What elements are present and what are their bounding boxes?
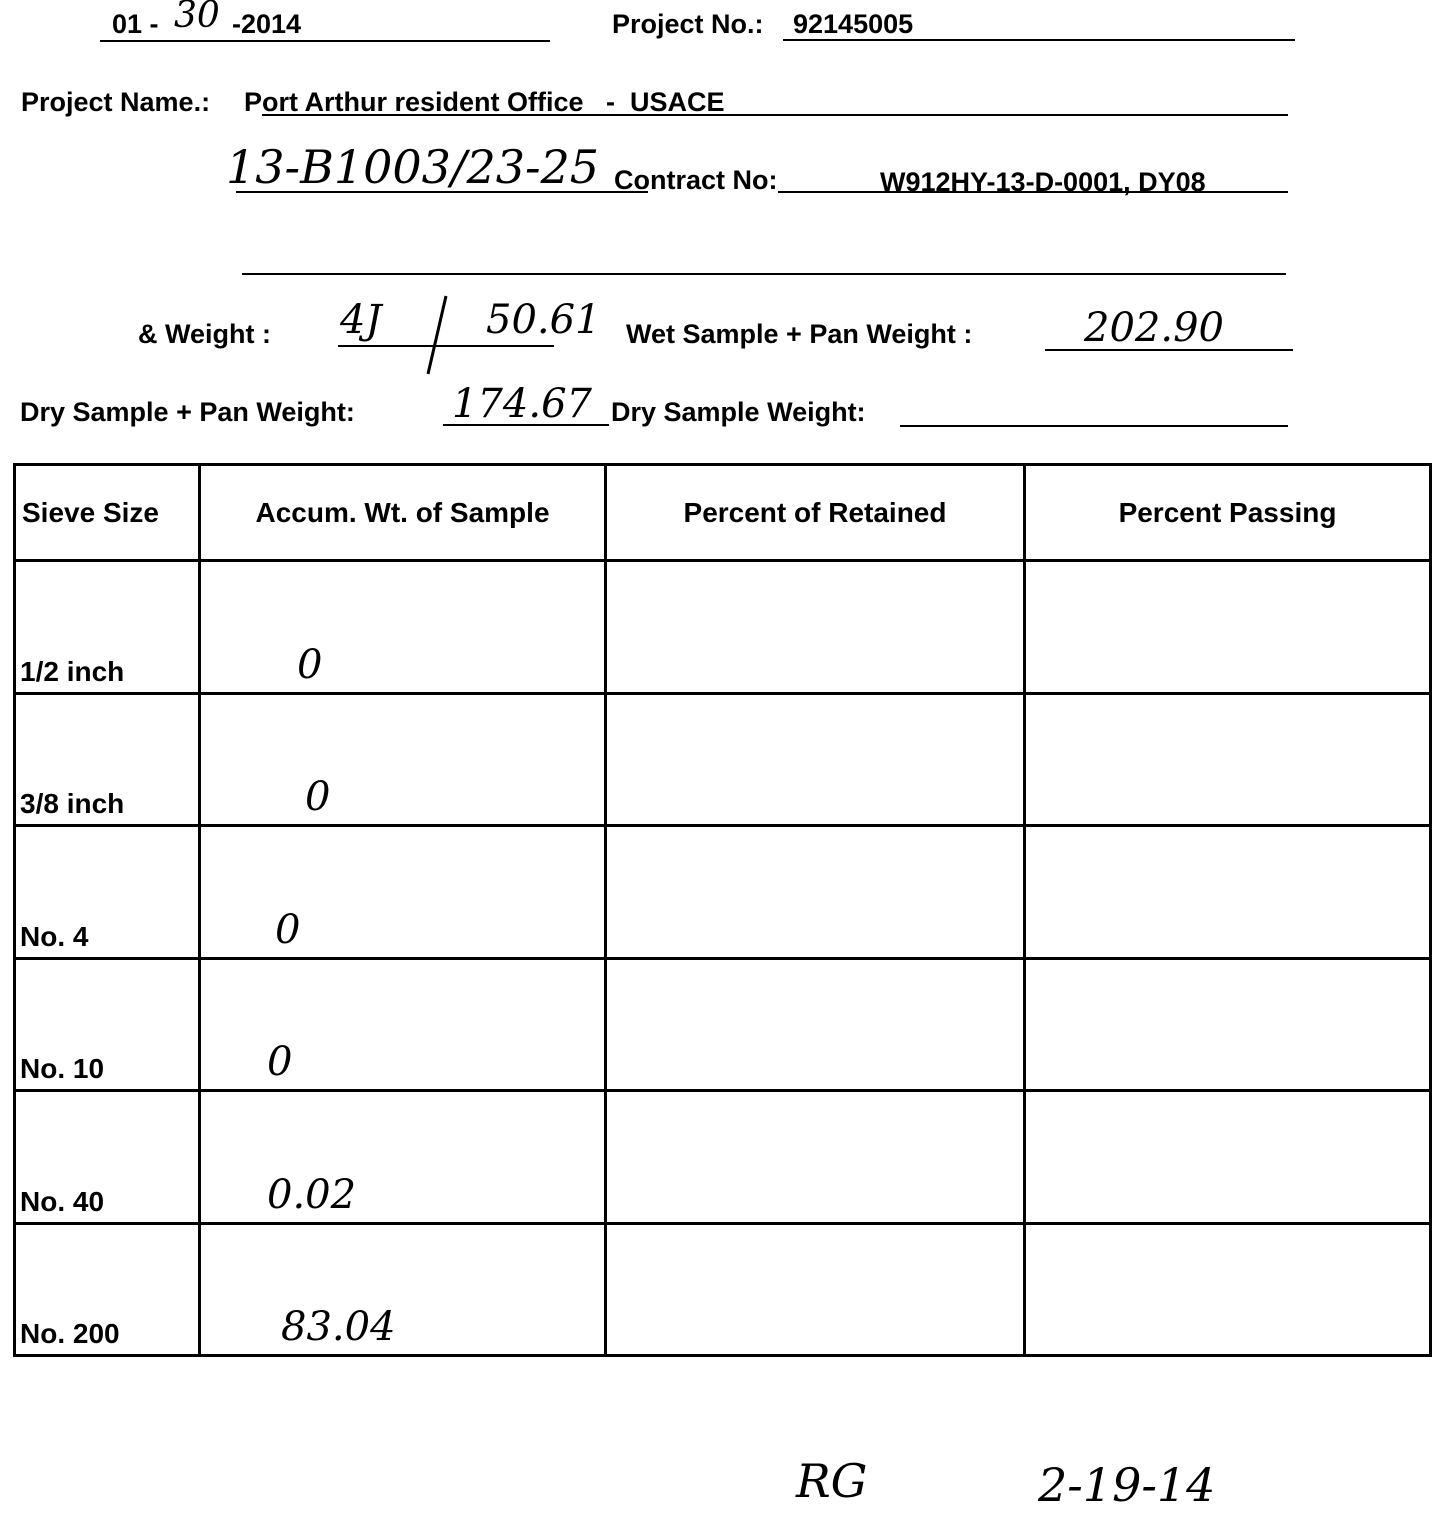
project-no-value: 92145005 [793, 9, 914, 39]
percent-passing-cell [1025, 958, 1431, 1091]
contract-no-value: W912HY-13-D-0001, DY08 [880, 167, 1206, 197]
accum-weight-value: 0 [305, 774, 331, 820]
accum-weight-cell [200, 1091, 606, 1224]
project-no-underline [783, 39, 1295, 41]
sieve-size-cell [15, 1223, 200, 1356]
sieve-size-label: No. 200 [20, 1318, 120, 1349]
tare-id-handwritten: 4J [340, 297, 382, 343]
accum-weight-cell [200, 693, 606, 826]
accum-weight-value: 0.02 [267, 1171, 357, 1218]
table-row [15, 561, 1431, 694]
percent-passing-value [1026, 688, 1429, 692]
percent-retained-cell [606, 1091, 1025, 1224]
dry-pan-weight-label: Dry Sample + Pan Weight: [20, 397, 355, 427]
accum-weight-value: 83.04 [281, 1304, 396, 1350]
sieve-size-label: 1/2 inch [20, 655, 125, 687]
percent-passing-cell [1025, 1223, 1431, 1356]
percent-retained-cell [606, 561, 1025, 694]
reviewer-initials-handwritten: RG [796, 1454, 868, 1508]
sieve-size-cell [15, 958, 200, 1091]
project-no-label: Project No.: [612, 9, 764, 39]
percent-retained-value [607, 1218, 1023, 1222]
table-row [15, 958, 1431, 1091]
percent-retained-cell [606, 693, 1025, 826]
table-row [15, 1091, 1431, 1224]
percent-retained-value [607, 1085, 1023, 1089]
date-suffix: -2014 [232, 9, 302, 39]
contract-no-label: Contract No: [614, 165, 778, 195]
tare-weight-label: & Weight : [138, 319, 271, 349]
date-underline [100, 40, 550, 42]
percent-retained-cell [606, 958, 1025, 1091]
tare-weight-handwritten: 50.61 [486, 297, 601, 343]
dry-pan-weight-handwritten: 174.67 [452, 381, 592, 427]
percent-passing-cell [1025, 693, 1431, 826]
percent-passing-cell [1025, 561, 1431, 694]
percent-retained-cell [606, 1223, 1025, 1356]
percent-retained-value [607, 1350, 1023, 1354]
accum-weight-cell [200, 826, 606, 959]
percent-retained-value [607, 953, 1023, 957]
table-row [15, 826, 1431, 959]
percent-passing-value [1026, 820, 1429, 824]
dry-weight-label: Dry Sample Weight: [611, 397, 866, 427]
blank-line [242, 273, 1286, 275]
percent-retained-value [607, 688, 1023, 692]
accum-weight-cell [200, 561, 606, 694]
percent-passing-value [1026, 1085, 1429, 1089]
sieve-size-cell [15, 561, 200, 694]
date-day-handwritten: 30 [174, 0, 220, 36]
slash-mark [420, 292, 450, 378]
contract-no-underline [778, 191, 1288, 193]
review-date-handwritten: 2-19-14 [1038, 1458, 1216, 1512]
percent-retained-cell [606, 826, 1025, 959]
accum-weight-value: 0 [275, 906, 301, 953]
tare-weight-underline [338, 345, 554, 347]
dry-pan-weight-underline [443, 424, 609, 426]
col-sieve-size: Sieve Size [15, 465, 200, 561]
percent-retained-value [607, 820, 1023, 824]
col-percent-retained: Percent of Retained [606, 465, 1025, 561]
sieve-size-label: 3/8 inch [20, 788, 125, 819]
sieve-size-label: No. 10 [20, 1053, 105, 1084]
accum-weight-value: 0 [297, 641, 323, 688]
table-header-row [15, 465, 1431, 561]
table-row [15, 1223, 1431, 1356]
project-name-label: Project Name.: [21, 87, 211, 117]
percent-passing-cell [1025, 1091, 1431, 1224]
project-name-value: Port Arthur resident Office - USACE [244, 87, 725, 117]
sample-id-handwritten: 13-B1003/23-25 [226, 140, 600, 194]
wet-weight-handwritten: 202.90 [1084, 305, 1224, 351]
accum-weight-value: 0 [267, 1039, 293, 1085]
sieve-size-label: No. 4 [20, 920, 89, 952]
project-name-underline [262, 114, 1288, 116]
sieve-size-cell [15, 826, 200, 959]
percent-passing-value [1026, 1218, 1429, 1222]
dry-weight-underline [900, 425, 1288, 427]
percent-passing-value [1026, 953, 1429, 957]
sieve-size-label: No. 40 [20, 1185, 105, 1217]
date-prefix: 01 - [112, 9, 159, 39]
sieve-size-cell [15, 1091, 200, 1224]
percent-passing-cell [1025, 826, 1431, 959]
sample-id-underline [236, 191, 648, 193]
wet-weight-label: Wet Sample + Pan Weight : [626, 319, 973, 349]
col-accum-weight: Accum. Wt. of Sample [200, 465, 606, 561]
accum-weight-cell [200, 1223, 606, 1356]
accum-weight-cell [200, 958, 606, 1091]
col-percent-passing: Percent Passing [1025, 465, 1431, 561]
wet-weight-underline [1045, 349, 1293, 351]
sieve-analysis-table [13, 463, 1432, 1357]
table-row [15, 693, 1431, 826]
sieve-size-cell [15, 693, 200, 826]
percent-passing-value [1026, 1350, 1429, 1354]
